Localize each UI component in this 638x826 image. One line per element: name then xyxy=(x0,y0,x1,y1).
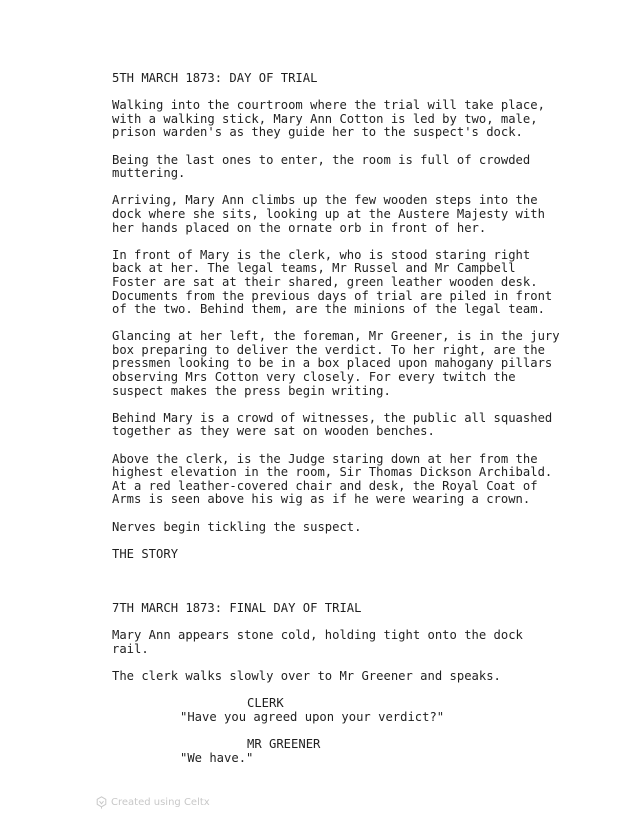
action-line: Arriving, Mary Ann climbs up the few wooden steps into the xyxy=(112,193,538,208)
action-line: prison warden's as they guide her to the suspect's dock. xyxy=(112,125,523,140)
action-line: highest elevation in the room, Sir Thomas Dickson Archibald. xyxy=(112,465,553,480)
scene-heading: 5TH MARCH 1873: DAY OF TRIAL xyxy=(112,71,318,85)
action-paragraph xyxy=(112,249,582,317)
action-paragraph xyxy=(112,330,582,398)
action-line: Behind Mary is a crowd of witnesses, the public all squashed xyxy=(112,410,553,425)
action-line: of the two. Behind them, are the minions of the legal team. xyxy=(112,302,545,317)
action-line: The clerk walks slowly over to Mr Greener and speaks. xyxy=(112,668,501,683)
action-paragraph xyxy=(112,99,582,140)
scene-transition: THE STORY xyxy=(112,546,179,561)
dialogue-line: "Have you agreed upon your verdict?" xyxy=(180,709,445,724)
scene-heading: 7TH MARCH 1873: FINAL DAY OF TRIAL xyxy=(112,600,362,615)
action-line: together as they were sat on wooden benches. xyxy=(112,424,435,439)
character-name: CLERK xyxy=(247,696,284,711)
action-paragraph xyxy=(112,194,582,235)
action-line: muttering. xyxy=(112,166,186,181)
action-paragraph xyxy=(112,453,582,507)
action-line: Documents from the previous days of trial are piled in front xyxy=(112,288,553,303)
action-line: Mary Ann appears stone cold, holding tight onto the dock xyxy=(112,628,523,643)
action-line: observing Mrs Cotton very closely. For every twitch the xyxy=(112,370,516,385)
action-paragraph xyxy=(112,154,582,181)
action-line: Above the clerk, is the Judge staring down at her from the xyxy=(112,451,538,466)
action-line: Nerves begin tickling the suspect. xyxy=(112,519,362,534)
action-line: her hands placed on the ornate orb in front of her. xyxy=(112,220,487,235)
action-paragraph xyxy=(112,412,582,439)
action-line: At a red leather-covered chair and desk, the Royal Coat of xyxy=(112,478,538,493)
action-line: Foster are sat at their shared, green leather wooden desk. xyxy=(112,274,538,289)
script-body xyxy=(112,72,582,779)
action-line: pressmen looking to be in a box placed upon mahogany pillars xyxy=(112,356,553,371)
action-line: Arms is seen above his wig as if he were wearing a crown. xyxy=(112,492,531,507)
dialogue-line: "We have." xyxy=(180,750,254,765)
action-line: Being the last ones to enter, the room is full of crowded xyxy=(112,152,531,167)
celtx-logo-icon xyxy=(96,796,107,809)
action-line: Glancing at her left, the foreman, Mr Greener, is in the jury xyxy=(112,329,560,344)
action-line: In front of Mary is the clerk, who is stood staring right xyxy=(112,247,531,262)
action-line: back at her. The legal teams, Mr Russel and Mr Campbell xyxy=(112,261,516,276)
footer-text: Created using Celtx xyxy=(111,797,210,808)
action-paragraph xyxy=(112,521,582,535)
action-line: with a walking stick, Mary Ann Cotton is led by two, male, xyxy=(112,111,538,126)
action-paragraph xyxy=(112,670,582,684)
action-line: suspect makes the press begin writing. xyxy=(112,383,391,398)
action-paragraph xyxy=(112,629,582,656)
action-line: dock where she sits, looking up at the Austere Majesty with xyxy=(112,206,545,221)
action-line: rail. xyxy=(112,641,149,656)
footer xyxy=(96,796,210,809)
action-line: Walking into the courtroom where the trial will take place, xyxy=(112,98,545,113)
scene-gap xyxy=(112,575,582,602)
action-line: box preparing to deliver the verdict. To her right, are the xyxy=(112,342,545,357)
character-name: MR GREENER xyxy=(247,736,321,751)
